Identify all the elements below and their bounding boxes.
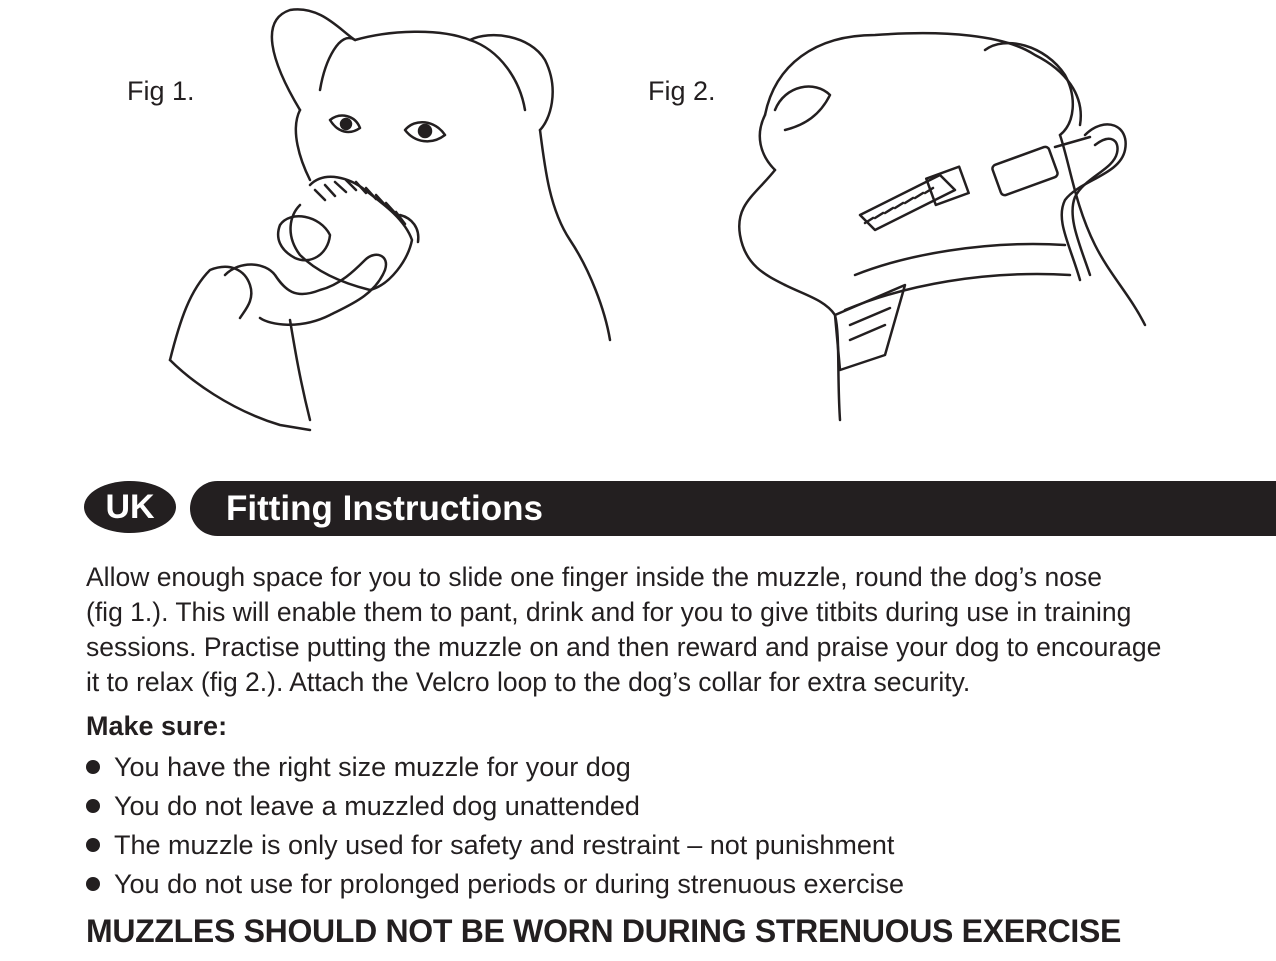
uk-badge: UK (84, 481, 176, 533)
bullet-icon (86, 877, 100, 891)
list-item (86, 867, 904, 906)
list-item (86, 789, 904, 828)
intro-line: Allow enough space for you to slide one finger inside the muzzle, round the dog’s nose (86, 562, 1102, 592)
make-sure-list (86, 750, 904, 906)
intro-line: (fig 1.). This will enable them to pant, drink and for you to give titbits during use in training (86, 597, 1132, 627)
section-title-bar (190, 481, 1276, 536)
list-item-text: You do not use for prolonged periods or during strenuous exercise (114, 869, 905, 899)
dog-muzzle-fitting-illustration (150, 0, 620, 440)
make-sure-heading: Make sure: (86, 711, 228, 741)
bullet-icon (86, 838, 100, 852)
intro-paragraph (86, 560, 1246, 700)
bullet-icon (86, 760, 100, 774)
dog-collar-velcro-illustration (725, 25, 1155, 425)
list-item (86, 828, 904, 867)
list-item-text: You do not leave a muzzled dog unattended (114, 791, 640, 821)
bullet-icon (86, 799, 100, 813)
section-title: Fitting Instructions (226, 489, 543, 528)
intro-line: sessions. Practise putting the muzzle on and then reward and praise your dog to encourage (86, 632, 1162, 662)
list-item-text: You have the right size muzzle for your dog (114, 752, 631, 782)
list-item (86, 750, 904, 789)
warning-text: MUZZLES SHOULD NOT BE WORN DURING STRENUOUS EXERCISE (86, 913, 1122, 949)
list-item-text: The muzzle is only used for safety and restraint – not punishment (114, 830, 895, 860)
fig1-label: Fig 1. (127, 76, 195, 106)
fig2-label: Fig 2. (648, 76, 716, 106)
intro-line: it to relax (fig 2.). Attach the Velcro loop to the dog’s collar for extra security. (86, 667, 971, 697)
